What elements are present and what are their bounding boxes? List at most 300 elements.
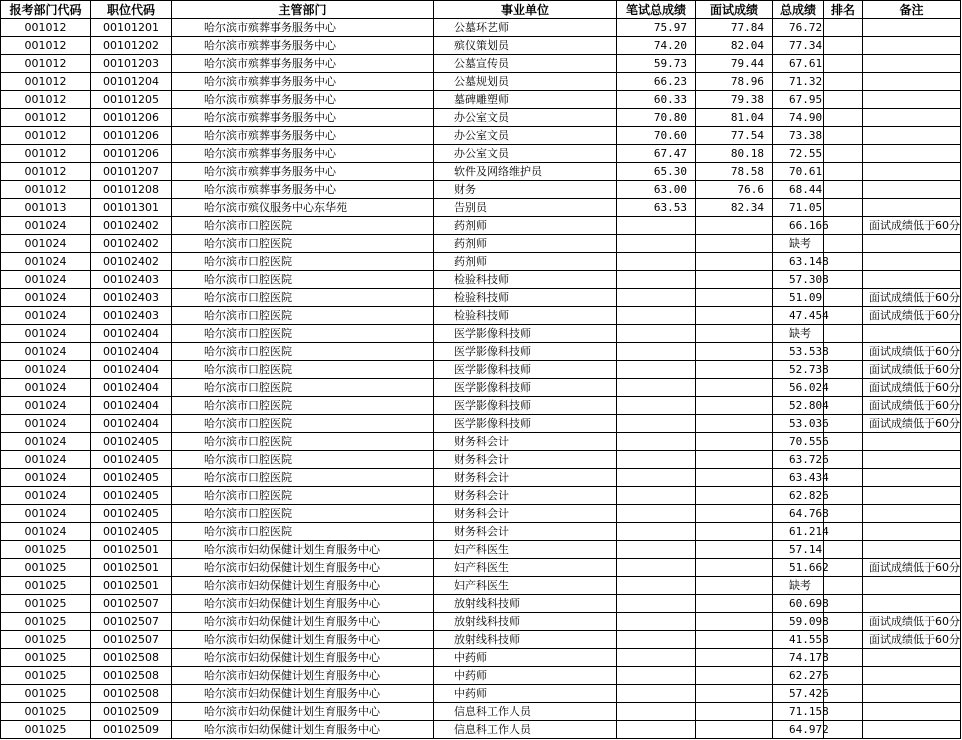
cell-position-code: 00102404: [91, 415, 172, 433]
table-row: [1, 145, 961, 163]
cell-position-code: 00102501: [91, 541, 172, 559]
cell-total-score: 51.09: [773, 289, 824, 307]
cell-total-score: 52.738: [773, 361, 824, 379]
cell-dept-code: 001024: [1, 523, 91, 541]
table-row: [1, 613, 961, 631]
cell-department: 哈尔滨市殡葬事务服务中心: [172, 145, 434, 163]
cell-total-score: 64.972: [773, 721, 824, 739]
cell-total-score: 68.44: [773, 181, 824, 199]
cell-remark: [863, 253, 961, 271]
cell-total-score: 70.556: [773, 433, 824, 451]
table-row: [1, 361, 961, 379]
cell-unit: 财务科会计: [434, 505, 617, 523]
cell-total-score: 66.166: [773, 217, 824, 235]
cell-total-score: 56.024: [773, 379, 824, 397]
cell-unit: 放射线科技师: [434, 631, 617, 649]
cell-rank: [824, 217, 863, 235]
cell-rank: [824, 469, 863, 487]
table-row: [1, 667, 961, 685]
cell-department: 哈尔滨市殡葬事务服务中心: [172, 181, 434, 199]
cell-remark: [863, 181, 961, 199]
cell-department: 哈尔滨市妇幼保健计划生育服务中心: [172, 631, 434, 649]
cell-remark: [863, 73, 961, 91]
cell-unit: 财务科会计: [434, 451, 617, 469]
cell-remark: [863, 127, 961, 145]
cell-interview-score: [696, 271, 773, 289]
cell-department: 哈尔滨市口腔医院: [172, 253, 434, 271]
cell-total-score: 74.90: [773, 109, 824, 127]
table-row: [1, 325, 961, 343]
cell-unit: 殡仪策划员: [434, 37, 617, 55]
cell-department: 哈尔滨市口腔医院: [172, 307, 434, 325]
cell-department: 哈尔滨市妇幼保健计划生育服务中心: [172, 721, 434, 739]
cell-rank: [824, 181, 863, 199]
cell-position-code: 00102509: [91, 721, 172, 739]
table-row: [1, 19, 961, 37]
cell-written-score: [617, 721, 696, 739]
cell-unit: 医学影像科技师: [434, 379, 617, 397]
cell-written-score: 60.33: [617, 91, 696, 109]
cell-written-score: [617, 307, 696, 325]
cell-interview-score: [696, 469, 773, 487]
cell-total-score: 72.55: [773, 145, 824, 163]
cell-interview-score: [696, 541, 773, 559]
cell-written-score: [617, 415, 696, 433]
cell-department: 哈尔滨市妇幼保健计划生育服务中心: [172, 559, 434, 577]
cell-remark: 面试成绩低于60分: [863, 613, 961, 631]
cell-remark: 面试成绩低于60分: [863, 289, 961, 307]
cell-position-code: 00102405: [91, 469, 172, 487]
cell-dept-code: 001012: [1, 163, 91, 181]
cell-remark: [863, 235, 961, 253]
cell-unit: 医学影像科技师: [434, 325, 617, 343]
cell-department: 哈尔滨市口腔医院: [172, 505, 434, 523]
cell-unit: 中药师: [434, 649, 617, 667]
cell-total-score: 73.38: [773, 127, 824, 145]
cell-written-score: [617, 451, 696, 469]
cell-rank: [824, 667, 863, 685]
cell-department: 哈尔滨市口腔医院: [172, 523, 434, 541]
cell-dept-code: 001012: [1, 127, 91, 145]
cell-interview-score: [696, 613, 773, 631]
table-row: [1, 91, 961, 109]
cell-dept-code: 001012: [1, 145, 91, 163]
cell-dept-code: 001012: [1, 55, 91, 73]
cell-unit: 财务科会计: [434, 523, 617, 541]
cell-unit: 告别员: [434, 199, 617, 217]
table-row: [1, 217, 961, 235]
cell-remark: [863, 91, 961, 109]
cell-unit: 放射线科技师: [434, 595, 617, 613]
cell-total-score: 缺考: [773, 235, 824, 253]
cell-interview-score: [696, 595, 773, 613]
cell-unit: 办公室文员: [434, 145, 617, 163]
cell-department: 哈尔滨市殡葬事务服务中心: [172, 73, 434, 91]
cell-dept-code: 001024: [1, 379, 91, 397]
cell-dept-code: 001024: [1, 289, 91, 307]
cell-interview-score: 78.96: [696, 73, 773, 91]
cell-position-code: 00102404: [91, 361, 172, 379]
cell-interview-score: [696, 433, 773, 451]
cell-department: 哈尔滨市口腔医院: [172, 397, 434, 415]
cell-remark: [863, 109, 961, 127]
cell-remark: [863, 577, 961, 595]
cell-written-score: [617, 271, 696, 289]
cell-department: 哈尔滨市妇幼保健计划生育服务中心: [172, 685, 434, 703]
cell-written-score: [617, 541, 696, 559]
cell-department: 哈尔滨市口腔医院: [172, 379, 434, 397]
cell-position-code: 00101205: [91, 91, 172, 109]
cell-unit: 中药师: [434, 667, 617, 685]
cell-written-score: [617, 703, 696, 721]
cell-interview-score: 79.38: [696, 91, 773, 109]
cell-written-score: [617, 253, 696, 271]
cell-interview-score: [696, 379, 773, 397]
cell-rank: [824, 685, 863, 703]
table-row: [1, 55, 961, 73]
cell-rank: [824, 613, 863, 631]
cell-total-score: 63.148: [773, 253, 824, 271]
cell-unit: 药剂师: [434, 235, 617, 253]
cell-department: 哈尔滨市妇幼保健计划生育服务中心: [172, 595, 434, 613]
cell-position-code: 00102507: [91, 595, 172, 613]
cell-rank: [824, 91, 863, 109]
cell-remark: [863, 271, 961, 289]
cell-written-score: 63.00: [617, 181, 696, 199]
table-row: [1, 343, 961, 361]
cell-dept-code: 001025: [1, 667, 91, 685]
cell-total-score: 53.538: [773, 343, 824, 361]
cell-interview-score: [696, 631, 773, 649]
cell-total-score: 60.698: [773, 595, 824, 613]
cell-total-score: 64.768: [773, 505, 824, 523]
cell-interview-score: [696, 667, 773, 685]
cell-remark: 面试成绩低于60分: [863, 217, 961, 235]
cell-dept-code: 001025: [1, 613, 91, 631]
table-row: [1, 631, 961, 649]
cell-position-code: 00102405: [91, 433, 172, 451]
cell-remark: [863, 595, 961, 613]
cell-position-code: 00102501: [91, 577, 172, 595]
cell-written-score: 70.80: [617, 109, 696, 127]
cell-interview-score: [696, 253, 773, 271]
cell-unit: 妇产科医生: [434, 541, 617, 559]
cell-total-score: 67.61: [773, 55, 824, 73]
cell-rank: [824, 271, 863, 289]
cell-interview-score: 78.58: [696, 163, 773, 181]
cell-dept-code: 001012: [1, 19, 91, 37]
cell-dept-code: 001024: [1, 487, 91, 505]
cell-remark: [863, 433, 961, 451]
col-header-remark: 备注: [863, 1, 961, 19]
cell-total-score: 77.34: [773, 37, 824, 55]
cell-interview-score: [696, 415, 773, 433]
cell-rank: [824, 37, 863, 55]
cell-total-score: 59.098: [773, 613, 824, 631]
cell-position-code: 00102405: [91, 505, 172, 523]
cell-position-code: 00101201: [91, 19, 172, 37]
cell-rank: [824, 577, 863, 595]
cell-department: 哈尔滨市妇幼保健计划生育服务中心: [172, 541, 434, 559]
cell-written-score: [617, 577, 696, 595]
cell-dept-code: 001024: [1, 505, 91, 523]
col-header-total-score: 总成绩: [773, 1, 824, 19]
cell-position-code: 00102404: [91, 325, 172, 343]
cell-unit: 检验科技师: [434, 271, 617, 289]
cell-dept-code: 001025: [1, 649, 91, 667]
cell-unit: 放射线科技师: [434, 613, 617, 631]
cell-interview-score: 82.34: [696, 199, 773, 217]
col-header-dept-code: 报考部门代码: [1, 1, 91, 19]
cell-position-code: 00101301: [91, 199, 172, 217]
cell-unit: 软件及网络维护员: [434, 163, 617, 181]
cell-unit: 财务科会计: [434, 433, 617, 451]
cell-unit: 财务: [434, 181, 617, 199]
table-row: [1, 289, 961, 307]
cell-position-code: 00101206: [91, 145, 172, 163]
cell-dept-code: 001024: [1, 433, 91, 451]
cell-position-code: 00102404: [91, 343, 172, 361]
cell-interview-score: [696, 703, 773, 721]
cell-dept-code: 001024: [1, 253, 91, 271]
cell-rank: [824, 19, 863, 37]
col-header-unit: 事业单位: [434, 1, 617, 19]
cell-written-score: 67.47: [617, 145, 696, 163]
cell-interview-score: [696, 721, 773, 739]
cell-remark: [863, 649, 961, 667]
cell-dept-code: 001024: [1, 271, 91, 289]
cell-dept-code: 001024: [1, 451, 91, 469]
cell-rank: [824, 433, 863, 451]
cell-rank: [824, 253, 863, 271]
cell-total-score: 71.158: [773, 703, 824, 721]
cell-dept-code: 001012: [1, 37, 91, 55]
cell-position-code: 00102508: [91, 667, 172, 685]
cell-rank: [824, 721, 863, 739]
cell-rank: [824, 595, 863, 613]
cell-dept-code: 001024: [1, 397, 91, 415]
table-row: [1, 109, 961, 127]
cell-rank: [824, 145, 863, 163]
cell-interview-score: [696, 217, 773, 235]
cell-remark: 面试成绩低于60分: [863, 361, 961, 379]
cell-remark: [863, 541, 961, 559]
cell-interview-score: 77.54: [696, 127, 773, 145]
cell-unit: 妇产科医生: [434, 559, 617, 577]
cell-remark: [863, 667, 961, 685]
cell-department: 哈尔滨市口腔医院: [172, 235, 434, 253]
cell-written-score: [617, 505, 696, 523]
cell-dept-code: 001024: [1, 307, 91, 325]
cell-unit: 医学影像科技师: [434, 415, 617, 433]
cell-rank: [824, 199, 863, 217]
cell-department: 哈尔滨市口腔医院: [172, 451, 434, 469]
cell-total-score: 缺考: [773, 577, 824, 595]
cell-unit: 公墓规划员: [434, 73, 617, 91]
cell-unit: 医学影像科技师: [434, 361, 617, 379]
cell-remark: [863, 721, 961, 739]
cell-written-score: 66.23: [617, 73, 696, 91]
table-row: [1, 37, 961, 55]
cell-written-score: [617, 523, 696, 541]
cell-remark: 面试成绩低于60分: [863, 415, 961, 433]
cell-dept-code: 001025: [1, 703, 91, 721]
cell-interview-score: 76.6: [696, 181, 773, 199]
cell-position-code: 00102508: [91, 649, 172, 667]
cell-department: 哈尔滨市妇幼保健计划生育服务中心: [172, 649, 434, 667]
cell-written-score: 74.20: [617, 37, 696, 55]
cell-total-score: 52.804: [773, 397, 824, 415]
cell-total-score: 63.434: [773, 469, 824, 487]
cell-remark: [863, 703, 961, 721]
table-row: [1, 703, 961, 721]
cell-interview-score: [696, 235, 773, 253]
cell-dept-code: 001012: [1, 91, 91, 109]
cell-rank: [824, 361, 863, 379]
cell-written-score: [617, 559, 696, 577]
cell-rank: [824, 415, 863, 433]
cell-total-score: 47.454: [773, 307, 824, 325]
cell-department: 哈尔滨市口腔医院: [172, 433, 434, 451]
cell-unit: 办公室文员: [434, 109, 617, 127]
cell-total-score: 74.178: [773, 649, 824, 667]
cell-rank: [824, 163, 863, 181]
cell-interview-score: 82.04: [696, 37, 773, 55]
cell-written-score: [617, 649, 696, 667]
cell-department: 哈尔滨市妇幼保健计划生育服务中心: [172, 577, 434, 595]
cell-position-code: 00102403: [91, 289, 172, 307]
cell-interview-score: [696, 307, 773, 325]
cell-department: 哈尔滨市妇幼保健计划生育服务中心: [172, 703, 434, 721]
cell-position-code: 00102403: [91, 271, 172, 289]
cell-dept-code: 001025: [1, 577, 91, 595]
table-row: [1, 199, 961, 217]
cell-department: 哈尔滨市殡葬事务服务中心: [172, 55, 434, 73]
cell-rank: [824, 559, 863, 577]
cell-position-code: 00101206: [91, 109, 172, 127]
cell-written-score: 75.97: [617, 19, 696, 37]
cell-rank: [824, 73, 863, 91]
cell-rank: [824, 325, 863, 343]
cell-unit: 办公室文员: [434, 127, 617, 145]
cell-department: 哈尔滨市殡葬事务服务中心: [172, 163, 434, 181]
cell-dept-code: 001024: [1, 235, 91, 253]
table-row: [1, 487, 961, 505]
cell-written-score: [617, 433, 696, 451]
cell-unit: 墓碑雕塑师: [434, 91, 617, 109]
cell-department: 哈尔滨市口腔医院: [172, 289, 434, 307]
cell-unit: 信息科工作人员: [434, 721, 617, 739]
cell-written-score: [617, 667, 696, 685]
cell-rank: [824, 541, 863, 559]
table-row: [1, 127, 961, 145]
cell-interview-score: [696, 523, 773, 541]
cell-interview-score: 79.44: [696, 55, 773, 73]
cell-interview-score: [696, 397, 773, 415]
cell-position-code: 00102509: [91, 703, 172, 721]
cell-remark: [863, 199, 961, 217]
cell-position-code: 00101203: [91, 55, 172, 73]
cell-dept-code: 001024: [1, 415, 91, 433]
cell-remark: [863, 37, 961, 55]
cell-rank: [824, 109, 863, 127]
cell-department: 哈尔滨市殡葬事务服务中心: [172, 19, 434, 37]
table-row: [1, 397, 961, 415]
cell-rank: [824, 127, 863, 145]
cell-written-score: 70.60: [617, 127, 696, 145]
cell-remark: [863, 685, 961, 703]
cell-total-score: 53.036: [773, 415, 824, 433]
cell-department: 哈尔滨市妇幼保健计划生育服务中心: [172, 667, 434, 685]
cell-dept-code: 001025: [1, 595, 91, 613]
cell-interview-score: [696, 451, 773, 469]
cell-position-code: 00101202: [91, 37, 172, 55]
cell-interview-score: [696, 487, 773, 505]
cell-unit: 检验科技师: [434, 307, 617, 325]
cell-position-code: 00102508: [91, 685, 172, 703]
cell-position-code: 00102404: [91, 397, 172, 415]
cell-remark: [863, 325, 961, 343]
cell-dept-code: 001012: [1, 181, 91, 199]
cell-position-code: 00102501: [91, 559, 172, 577]
cell-position-code: 00102405: [91, 523, 172, 541]
cell-interview-score: [696, 649, 773, 667]
cell-remark: [863, 523, 961, 541]
cell-written-score: [617, 487, 696, 505]
cell-department: 哈尔滨市口腔医院: [172, 325, 434, 343]
cell-written-score: [617, 397, 696, 415]
cell-dept-code: 001025: [1, 559, 91, 577]
cell-written-score: [617, 595, 696, 613]
cell-position-code: 00102402: [91, 253, 172, 271]
cell-position-code: 00102405: [91, 487, 172, 505]
col-header-interview-score: 面试成绩: [696, 1, 773, 19]
cell-remark: 面试成绩低于60分: [863, 397, 961, 415]
table-row: [1, 721, 961, 739]
col-header-written-score: 笔试总成绩: [617, 1, 696, 19]
cell-total-score: 41.558: [773, 631, 824, 649]
cell-total-score: 71.05: [773, 199, 824, 217]
col-header-rank: 排名: [824, 1, 863, 19]
col-header-department: 主管部门: [172, 1, 434, 19]
cell-interview-score: [696, 685, 773, 703]
cell-department: 哈尔滨市口腔医院: [172, 271, 434, 289]
cell-unit: 医学影像科技师: [434, 397, 617, 415]
cell-interview-score: [696, 325, 773, 343]
cell-interview-score: [696, 559, 773, 577]
cell-total-score: 62.276: [773, 667, 824, 685]
cell-dept-code: 001024: [1, 217, 91, 235]
cell-interview-score: 80.18: [696, 145, 773, 163]
cell-interview-score: [696, 289, 773, 307]
cell-remark: [863, 55, 961, 73]
table-row: [1, 379, 961, 397]
cell-rank: [824, 451, 863, 469]
cell-dept-code: 001024: [1, 361, 91, 379]
cell-remark: [863, 469, 961, 487]
cell-written-score: [617, 631, 696, 649]
cell-position-code: 00102405: [91, 451, 172, 469]
cell-rank: [824, 631, 863, 649]
cell-written-score: [617, 235, 696, 253]
cell-department: 哈尔滨市殡葬事务服务中心: [172, 109, 434, 127]
cell-interview-score: [696, 505, 773, 523]
table-row: [1, 577, 961, 595]
cell-position-code: 00101204: [91, 73, 172, 91]
cell-unit: 中药师: [434, 685, 617, 703]
cell-total-score: 67.95: [773, 91, 824, 109]
cell-position-code: 00101207: [91, 163, 172, 181]
